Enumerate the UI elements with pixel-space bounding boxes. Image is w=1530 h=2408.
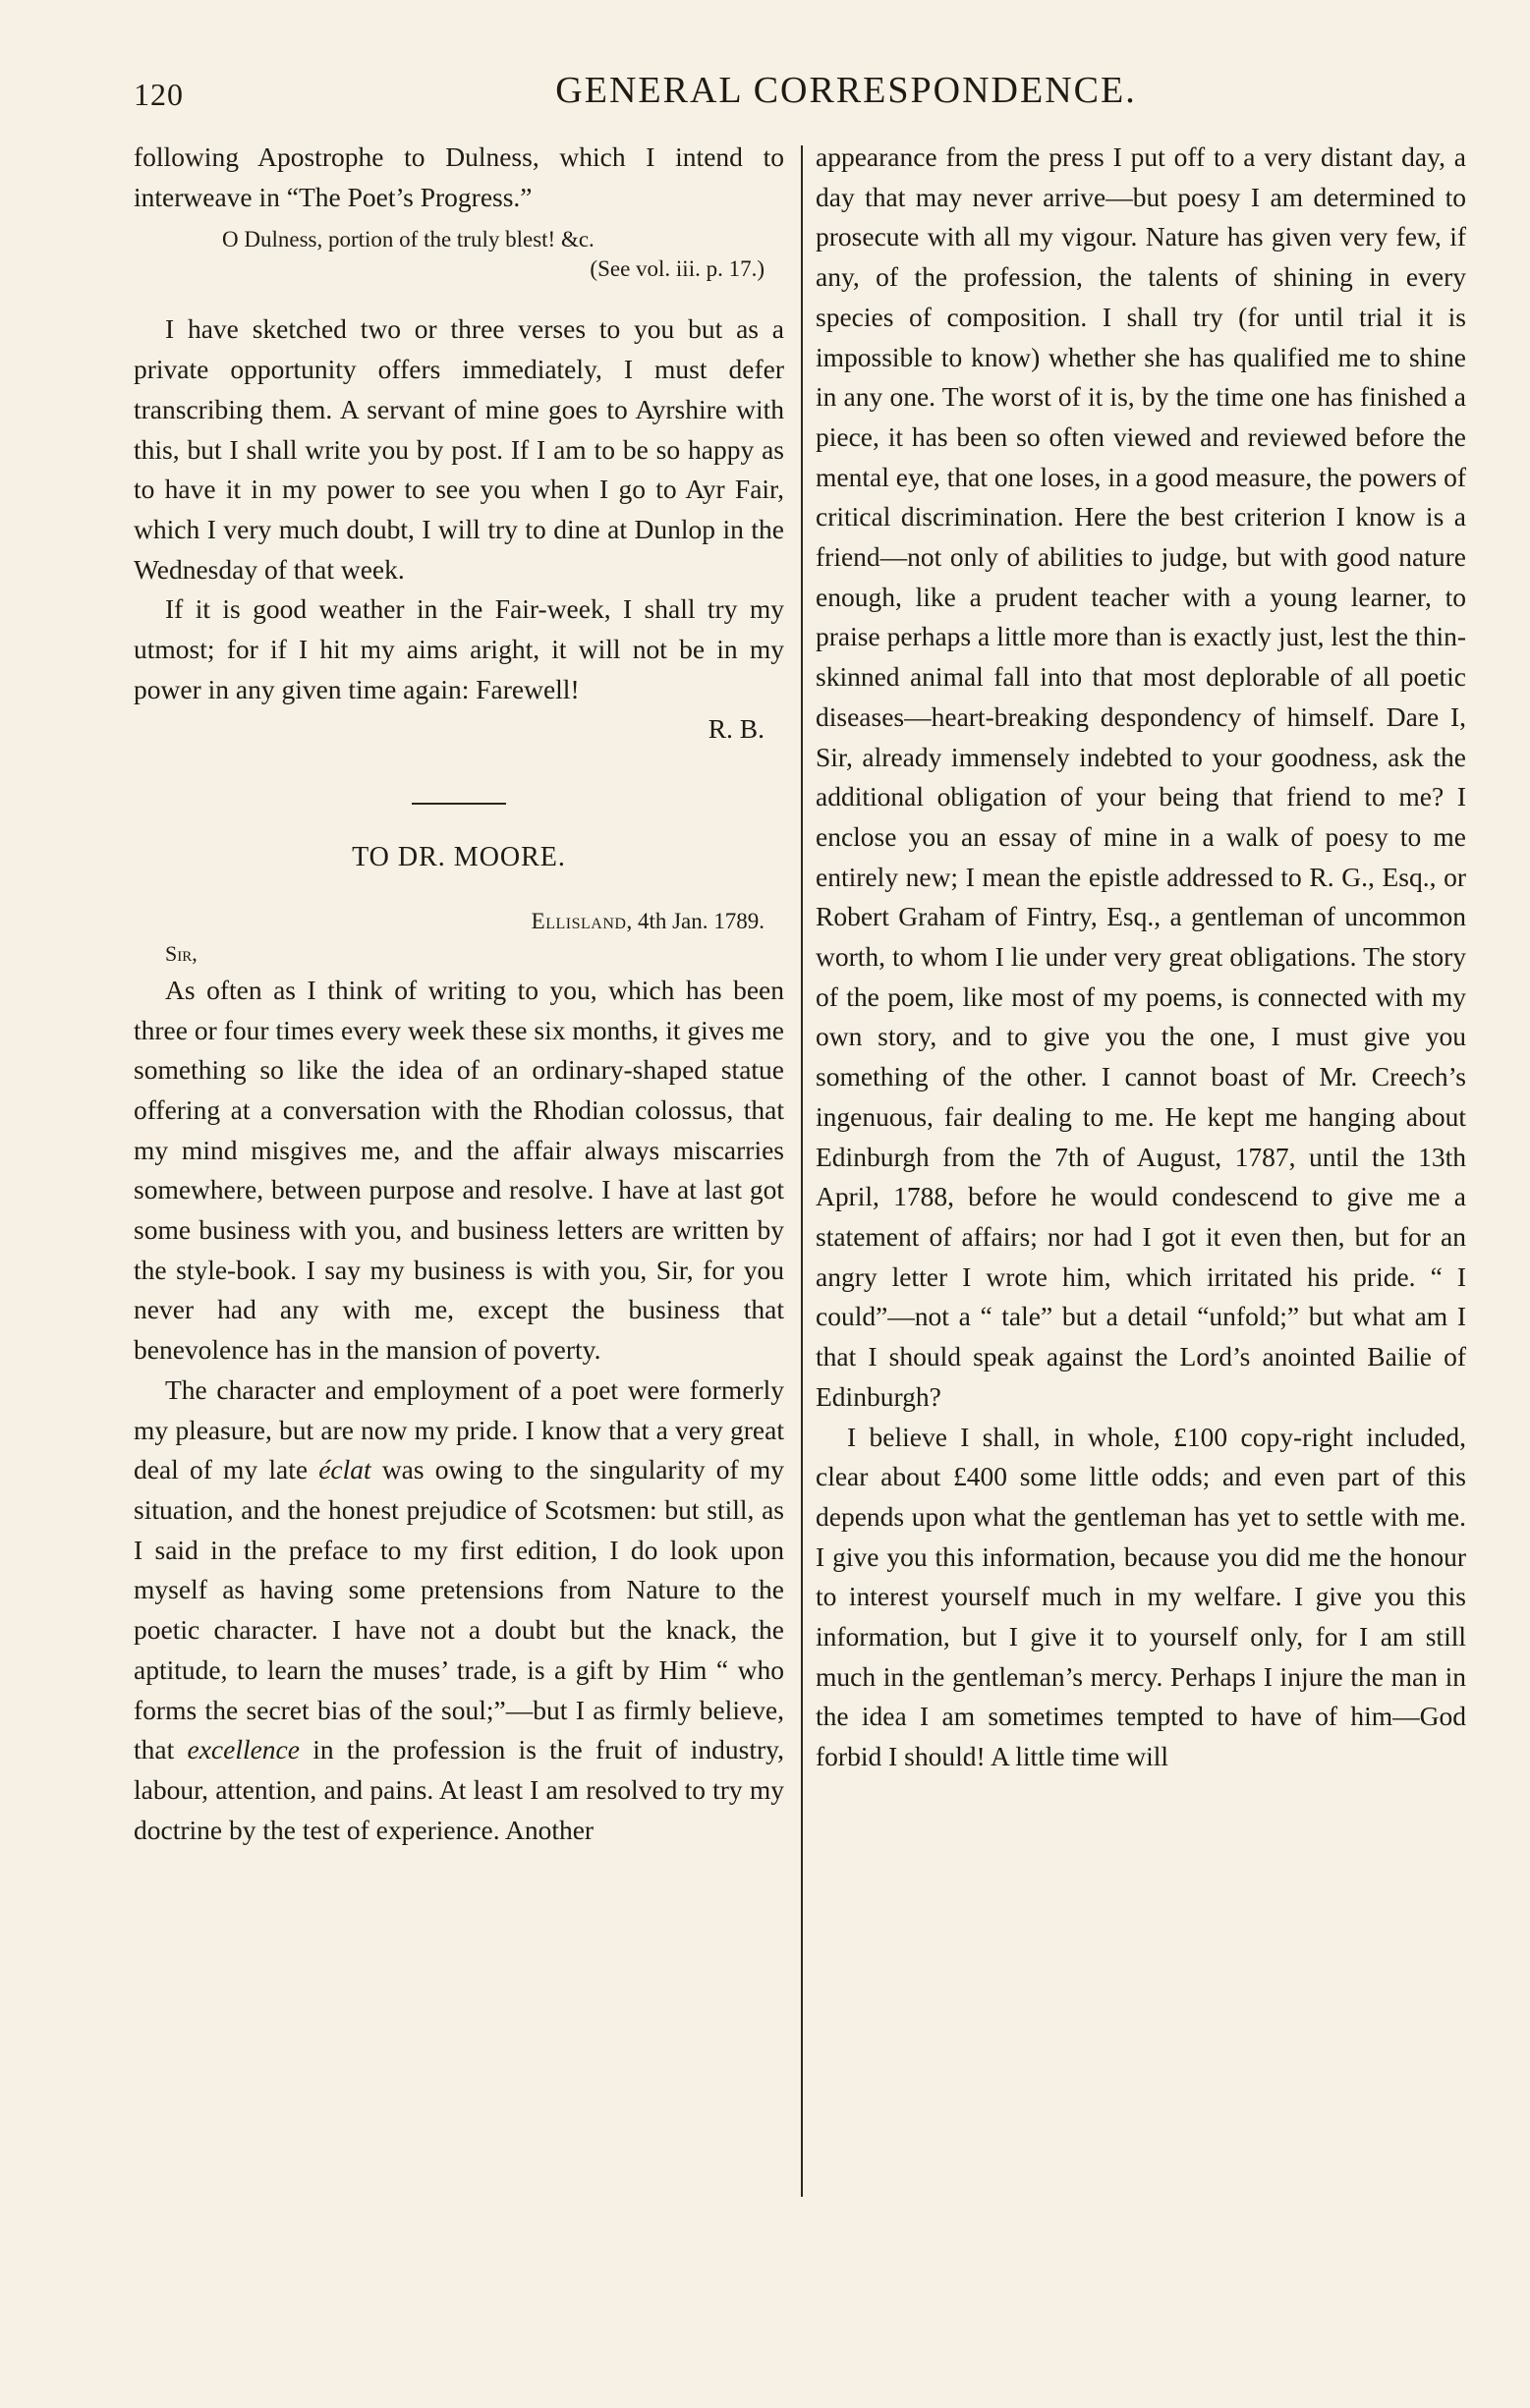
italic-word: éclat — [318, 1454, 371, 1485]
salutation: Sir, — [165, 940, 198, 966]
paragraph: If it is good weather in the Fair-week, I shall try my utmost; for if I hit my aims aright, it will not be in my power in any given time again: Farewell! — [134, 593, 784, 704]
column-divider — [801, 145, 803, 2197]
signature: R. B. — [708, 713, 765, 745]
paragraph: appearance from the press I put off to a very distant day, a day that may never arrive—but poesy I am determined to prosecute with all my vigour. Nature has given very few, if any, of the profession, the talents of shining in every species of composition. I shall try (for until trial it is impossible to know) whether she has qualified me to shine in any one. The worst of it is, by the time one has finished a piece, it has been so often viewed and reviewed before the mental eye, that one loses, in a good measure, the powers of critical discrimination. Here the best criterion I know is a friend—not only of abilities to judge, but with good nature enough, like a prudent teacher with a young learner, to praise perhaps a little more than is exactly just, lest the thin-skinned animal fall into that most deplorable of all poetic diseases—heart-breaking despondency of himself. Dare I, Sir, already immensely indebted to your goodness, ask the additional obligation of your being that friend to me? I enclose you an essay of mine in a walk of poesy to me entirely new; I mean the epistle addressed to R. G., Esq., or Robert Graham of Fintry, Esq., a gentleman of uncommon worth, to whom I lie under very great obligations. The story of the poem, like most of my poems, is connected with my own story, and to give you the one, I must give you something of the other. I cannot boast of Mr. Creech’s ingenuous, fair dealing to me. He kept me hanging about Edinburgh from the 7th of August, 1787, until the 13th April, 1788, before he would condescend to give me a statement of affairs; nor had I got it even then, but for an angry letter I wrote him, which irritated his pride. “ I could”—not a “ tale” but a detail “unfold;” but what am I that I should speak against the Lord’s anointed Bailie of Edinburgh? — [816, 141, 1466, 1412]
paragraph: following Apostrophe to Dulness, which I intend to interweave in “The Poet’s Progress.” — [134, 141, 784, 212]
section-rule — [412, 803, 506, 805]
page-number: 120 — [134, 77, 184, 112]
left-column — [134, 138, 784, 1850]
running-title: GENERAL CORRESPONDENCE. — [555, 70, 1137, 111]
italic-word: excellence — [187, 1734, 300, 1765]
dateline-date: , 4th Jan. 1789. — [626, 908, 765, 933]
text-run: The character and employment of a poet were formerly my pleasure, but are now my pride. I know that a very great deal of my late — [134, 1373, 784, 1485]
verse-reference: (See vol. iii. p. 17.) — [590, 256, 765, 282]
running-head — [134, 65, 1441, 124]
text-run: was owing to the singularity of my situation, and the honest prejudice of Scotsmen: but still, as I said in the preface to my first edition, I do look upon myself as having some pretensions from Nature to the poetic character. I have not a doubt but the knack, the aptitude, to learn the muses’ trade, is a gift by Him “ who forms the secret bias of the soul;”—but I as firmly believe, that — [134, 1454, 784, 1765]
paragraph: I believe I shall, in whole, £100 copy-right included, clear about £400 some little odds; and even part of this depends upon what the gentleman has yet to settle with me. I give you this information, because you did me the honour to interest yourself much in my welfare. I give you this information, but I give it to yourself only, for I am still much in the gentleman’s mercy. Perhaps I injure the man in the idea I am sometimes tempted to have of him—God forbid I should! A little time will — [816, 1421, 1466, 1772]
paragraph: I have sketched two or three verses to you but as a private opportunity offers immediately, I must defer transcribing them. A servant of mine goes to Ayrshire with this, but I shall write you by post. If I am to be so happy as to have it in my power to see you when I go to Ayr Fair, which I very much doubt, I will try to dine at Dunlop in the Wednesday of that week. — [134, 313, 784, 585]
right-column — [816, 138, 1466, 1777]
letter-heading: TO DR. MOORE. — [352, 842, 566, 873]
paragraph — [134, 1371, 784, 1850]
dateline-place: Ellisland — [531, 908, 627, 933]
dateline — [134, 906, 784, 937]
verse-quote: O Dulness, portion of the truly blest! &c. — [222, 227, 595, 252]
paragraph: As often as I think of writing to you, which has been three or four times every week these six months, it gives me something so like the idea of an ordinary-shaped statue offering at a conversation with the Rhodian colossus, that my mind misgives me, and the affair always miscarries somewhere, between purpose and resolve. I have at last got some business with you, and business letters are written by the style-book. I say my business is with you, Sir, for you never had any with me, except the business that benevolence has in the mansion of poverty. — [134, 974, 784, 1366]
text-run: in the profession is the fruit of industry, labour, attention, and pains. At least I am resolved to try my doctrine by the test of experience. Another — [134, 1734, 784, 1845]
